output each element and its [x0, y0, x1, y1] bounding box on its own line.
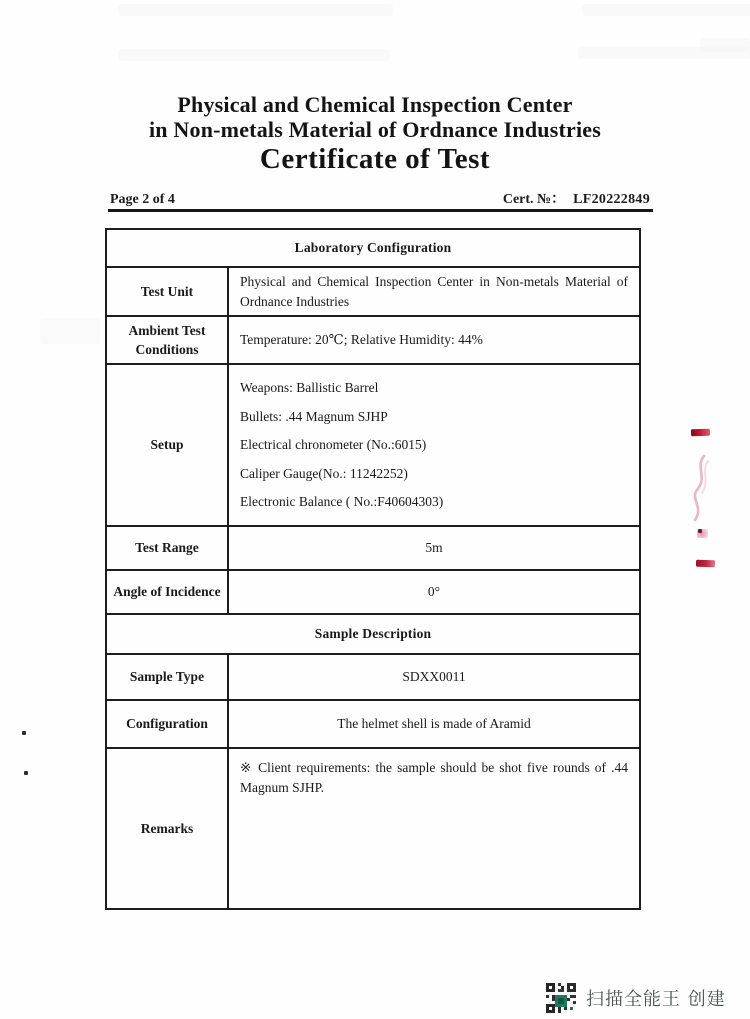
document-title-certificate: Certificate of Test: [259, 143, 491, 175]
document-title-line2: in Non-metals Material of Ordnance Industries: [148, 117, 602, 142]
row-label-angle-of-incidence: Angle of Incidence: [106, 570, 228, 614]
setup-line-bullets: Bullets: .44 Magnum SJHP: [240, 408, 388, 424]
row-label-remarks: Remarks: [106, 748, 228, 909]
table-row: [106, 748, 640, 909]
page-number-label: Page 2 of 4: [110, 192, 175, 207]
scan-dot-artifact: [22, 731, 26, 735]
scan-artifact-band: [118, 49, 390, 61]
row-value-ambient-conditions: Temperature: 20℃; Relative Humidity: 44%: [228, 316, 640, 364]
row-label-configuration: Configuration: [106, 700, 228, 748]
certificate-number-label: Cert. №：: [502, 192, 566, 207]
red-stamp-bleed-mark: [691, 429, 710, 437]
red-stamp-bleed-mark: [696, 560, 715, 568]
certificate-number: [503, 188, 650, 208]
row-value-test-unit: Physical and Chemical Inspection Center in Non-metals Material of Ordnance Industries: [228, 267, 640, 316]
header-rule: [108, 209, 653, 212]
row-value-configuration: The helmet shell is made of Aramid: [228, 700, 640, 748]
row-label-test-range: Test Range: [106, 526, 228, 570]
scan-artifact-band: [118, 4, 393, 16]
table-row: [106, 229, 640, 267]
table-row: [106, 526, 640, 570]
row-value-sample-type: SDXX0011: [228, 654, 640, 700]
table-row: [106, 700, 640, 748]
table-row: [106, 267, 640, 316]
table-row: [106, 654, 640, 700]
red-ink-squiggle: [684, 453, 716, 525]
scan-artifact-band: [700, 38, 750, 52]
setup-line-weapons: Weapons: Ballistic Barrel: [240, 380, 379, 396]
section-header-sample-description: Sample Description: [106, 614, 640, 654]
table-row: [106, 570, 640, 614]
scan-dot-artifact: [24, 771, 28, 775]
row-label-ambient-conditions: Ambient Test Conditions: [106, 316, 228, 364]
row-label-test-unit: Test Unit: [106, 267, 228, 316]
table-row: [106, 364, 640, 526]
row-value-remarks: ※ Client requirements: the sample should be shot five rounds of .44 Magnum SJHP.: [228, 748, 640, 909]
scan-artifact-band: [40, 318, 100, 344]
row-label-sample-type: Sample Type: [106, 654, 228, 700]
scan-artifact-band: [582, 4, 750, 16]
row-value-angle-of-incidence: 0°: [228, 570, 640, 614]
qr-code-icon: [546, 983, 576, 1013]
setup-line-balance: Electronic Balance ( No.:F40604303): [240, 494, 444, 510]
row-label-setup: Setup: [106, 364, 228, 526]
certificate-table: [105, 228, 641, 910]
section-header-laboratory-configuration: Laboratory Configuration: [106, 229, 640, 267]
red-ink-spot-dot: [698, 529, 702, 533]
camscanner-watermark: [546, 983, 726, 1013]
document-title-line1: Physical and Chemical Inspection Center: [177, 92, 573, 117]
table-row: [106, 316, 640, 364]
certificate-number-value: LF20222849: [573, 192, 650, 207]
page-meta-row: [110, 188, 650, 208]
setup-line-chronometer: Electrical chronometer (No.:6015): [240, 437, 427, 453]
red-ink-spot: [697, 529, 708, 538]
setup-line-caliper: Caliper Gauge(No.: 11242252): [240, 465, 408, 481]
row-value-test-range: 5m: [228, 526, 640, 570]
row-value-setup: [228, 364, 640, 526]
table-row: [106, 614, 640, 654]
camscanner-watermark-text: 扫描全能王 创建: [586, 989, 726, 1010]
